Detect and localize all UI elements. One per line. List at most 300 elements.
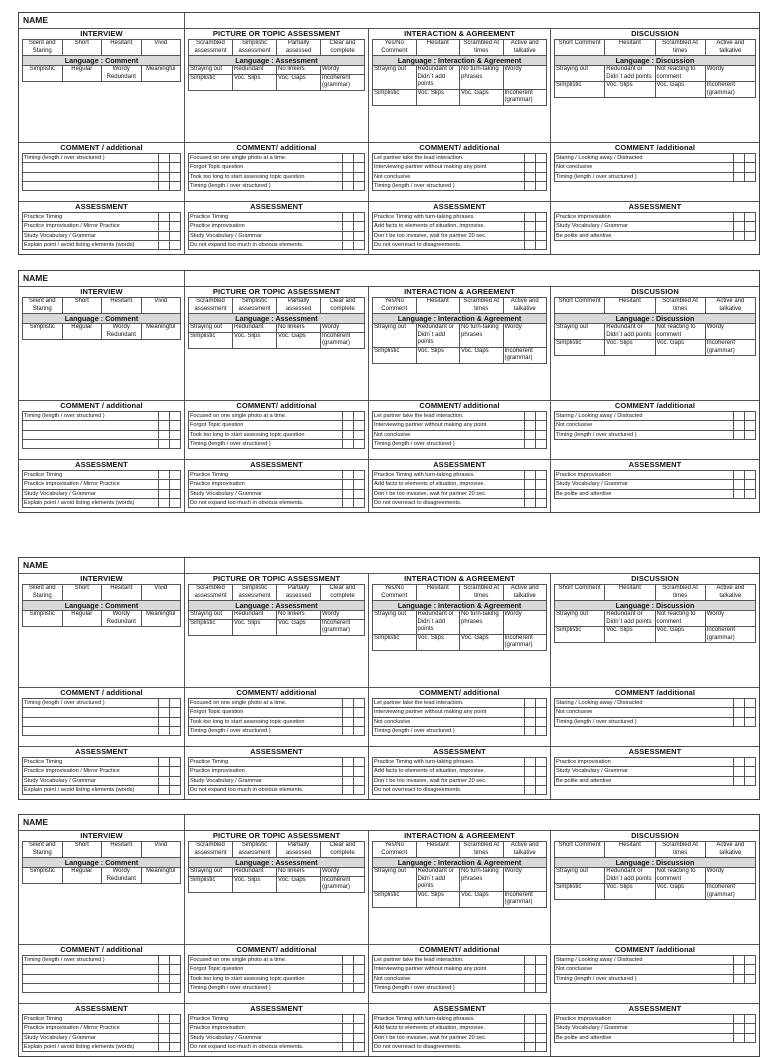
check-box[interactable] [354, 154, 365, 163]
rating-option[interactable]: Short [62, 40, 102, 56]
language-option[interactable]: Straying out [373, 868, 417, 892]
language-option[interactable]: Simplistic [23, 66, 63, 82]
rating-option[interactable]: Simplistic assessment [233, 842, 277, 858]
language-option[interactable]: Voc. Gaps [460, 347, 504, 363]
language-option[interactable]: Voc. Slips [605, 340, 655, 356]
language-option[interactable]: Redundant or Didn´t add points [605, 611, 655, 627]
check-box[interactable] [354, 726, 365, 735]
check-box[interactable] [343, 412, 354, 421]
check-box[interactable] [159, 471, 170, 480]
check-box[interactable] [170, 708, 181, 717]
check-box[interactable] [170, 758, 181, 767]
check-box[interactable] [159, 965, 170, 974]
language-option[interactable]: Wordy [503, 66, 547, 90]
language-option[interactable]: Redundant [233, 324, 277, 333]
language-option[interactable]: Straying out [189, 324, 233, 333]
check-box[interactable] [525, 1024, 536, 1033]
check-box[interactable] [159, 776, 170, 785]
check-box[interactable] [525, 974, 536, 983]
check-box[interactable] [536, 776, 547, 785]
language-option[interactable]: Redundant or Didn´t add points [416, 868, 460, 892]
check-box[interactable] [536, 231, 547, 240]
check-box[interactable] [170, 965, 181, 974]
rating-option[interactable]: Short Comment [555, 298, 605, 314]
check-box[interactable] [170, 767, 181, 776]
check-box[interactable] [734, 430, 745, 439]
check-box[interactable] [170, 471, 181, 480]
language-option[interactable]: Voc. Slips [605, 82, 655, 98]
check-box[interactable] [745, 708, 756, 717]
language-option[interactable]: Incoherent (grammar) [503, 891, 547, 907]
check-box[interactable] [354, 430, 365, 439]
check-box[interactable] [734, 231, 745, 240]
check-box[interactable] [745, 163, 756, 172]
language-option[interactable]: Incoherent (grammar) [705, 340, 755, 356]
rating-option[interactable]: Scrambled At times [460, 585, 504, 601]
language-option[interactable]: Redundant or Didn´t add points [416, 66, 460, 90]
check-box[interactable] [745, 1033, 756, 1042]
check-box[interactable] [745, 172, 756, 181]
check-box[interactable] [525, 776, 536, 785]
language-option[interactable]: Incoherent (grammar) [321, 876, 365, 892]
check-box[interactable] [734, 717, 745, 726]
check-box[interactable] [525, 439, 536, 448]
check-box[interactable] [170, 717, 181, 726]
language-option[interactable]: Incoherent (grammar) [503, 347, 547, 363]
check-box[interactable] [734, 956, 745, 965]
rating-option[interactable]: Silent and Staring [23, 298, 63, 314]
check-box[interactable] [734, 222, 745, 231]
language-option[interactable]: Wordy [503, 611, 547, 635]
check-box[interactable] [525, 231, 536, 240]
check-box[interactable] [159, 181, 170, 190]
language-option[interactable]: Redundant [233, 66, 277, 75]
language-option[interactable]: Straying out [189, 611, 233, 620]
check-box[interactable] [354, 439, 365, 448]
name-field[interactable] [185, 558, 759, 573]
rating-option[interactable]: Scrambled assessment [189, 40, 233, 56]
check-box[interactable] [536, 154, 547, 163]
language-option[interactable]: Simplistic [373, 891, 417, 907]
check-box[interactable] [525, 471, 536, 480]
language-option[interactable]: Straying out [555, 868, 605, 884]
check-box[interactable] [525, 726, 536, 735]
check-box[interactable] [525, 965, 536, 974]
rating-option[interactable]: Short Comment [555, 585, 605, 601]
language-option[interactable]: Simplistic [189, 619, 233, 635]
check-box[interactable] [525, 956, 536, 965]
rating-option[interactable]: Active and talkative [503, 40, 547, 56]
check-box[interactable] [159, 439, 170, 448]
check-box[interactable] [343, 776, 354, 785]
language-option[interactable]: Voc. Slips [416, 634, 460, 650]
check-box[interactable] [734, 480, 745, 489]
check-box[interactable] [354, 767, 365, 776]
check-box[interactable] [536, 1024, 547, 1033]
check-box[interactable] [170, 498, 181, 507]
language-option[interactable]: Incoherent (grammar) [321, 74, 365, 90]
rating-option[interactable]: Active and talkative [705, 842, 755, 858]
check-box[interactable] [536, 172, 547, 181]
rating-option[interactable]: Hesitant [102, 298, 142, 314]
check-box[interactable] [734, 471, 745, 480]
language-option[interactable]: Redundant or Didn´t add points [605, 868, 655, 884]
check-box[interactable] [745, 421, 756, 430]
check-box[interactable] [525, 163, 536, 172]
rating-option[interactable]: Scrambled At times [655, 40, 705, 56]
language-option[interactable]: No turn-taking phrases [460, 66, 504, 90]
check-box[interactable] [734, 1033, 745, 1042]
rating-option[interactable]: Clear and complete [321, 585, 365, 601]
check-box[interactable] [343, 489, 354, 498]
rating-option[interactable]: Active and talkative [705, 40, 755, 56]
check-box[interactable] [159, 767, 170, 776]
language-option[interactable]: Simplistic [23, 324, 63, 340]
rating-option[interactable]: Hesitant [605, 40, 655, 56]
check-box[interactable] [354, 717, 365, 726]
check-box[interactable] [343, 172, 354, 181]
language-option[interactable]: Meaningful [141, 324, 181, 340]
check-box[interactable] [170, 213, 181, 222]
language-option[interactable]: Redundant or Didn´t add points [416, 324, 460, 348]
check-box[interactable] [343, 1033, 354, 1042]
check-box[interactable] [354, 489, 365, 498]
language-option[interactable]: No linkers [277, 324, 321, 333]
language-option[interactable]: Incoherent (grammar) [503, 89, 547, 105]
check-box[interactable] [536, 974, 547, 983]
check-box[interactable] [159, 1033, 170, 1042]
check-box[interactable] [343, 699, 354, 708]
language-option[interactable]: Meaningful [141, 868, 181, 884]
check-box[interactable] [343, 785, 354, 794]
language-option[interactable]: Wordy Redundant [102, 66, 142, 82]
language-option[interactable]: Simplistic [555, 627, 605, 643]
rating-option[interactable]: Clear and complete [321, 40, 365, 56]
language-option[interactable]: Voc. Gaps [655, 627, 705, 643]
rating-option[interactable]: Hesitant [416, 585, 460, 601]
check-box[interactable] [354, 983, 365, 992]
check-box[interactable] [354, 1033, 365, 1042]
check-box[interactable] [354, 1042, 365, 1051]
rating-option[interactable]: Simplistic assessment [233, 585, 277, 601]
rating-option[interactable]: Hesitant [416, 842, 460, 858]
check-box[interactable] [525, 785, 536, 794]
check-box[interactable] [159, 240, 170, 249]
check-box[interactable] [354, 708, 365, 717]
check-box[interactable] [159, 758, 170, 767]
rating-option[interactable]: Yes/No Comment [373, 40, 417, 56]
language-option[interactable]: Not reacting to comment [655, 868, 705, 884]
check-box[interactable] [159, 726, 170, 735]
check-box[interactable] [745, 1015, 756, 1024]
check-box[interactable] [170, 439, 181, 448]
check-box[interactable] [734, 489, 745, 498]
rating-option[interactable]: Silent and Staring [23, 585, 63, 601]
check-box[interactable] [159, 974, 170, 983]
rating-option[interactable]: Hesitant [416, 298, 460, 314]
language-option[interactable]: Incoherent (grammar) [321, 332, 365, 348]
check-box[interactable] [525, 154, 536, 163]
check-box[interactable] [745, 974, 756, 983]
language-option[interactable]: No turn-taking phrases [460, 324, 504, 348]
check-box[interactable] [734, 154, 745, 163]
check-box[interactable] [159, 983, 170, 992]
check-box[interactable] [745, 471, 756, 480]
rating-option[interactable]: Partially assessed [277, 40, 321, 56]
rating-option[interactable]: Hesitant [416, 40, 460, 56]
language-option[interactable]: Simplistic [373, 347, 417, 363]
check-box[interactable] [170, 956, 181, 965]
check-box[interactable] [536, 222, 547, 231]
name-field[interactable] [185, 815, 759, 830]
check-box[interactable] [343, 471, 354, 480]
language-option[interactable]: Voc. Gaps [277, 619, 321, 635]
check-box[interactable] [343, 717, 354, 726]
language-option[interactable]: Wordy [503, 324, 547, 348]
rating-option[interactable]: Partially assessed [277, 585, 321, 601]
check-box[interactable] [525, 480, 536, 489]
check-box[interactable] [536, 758, 547, 767]
check-box[interactable] [734, 1015, 745, 1024]
check-box[interactable] [354, 213, 365, 222]
language-option[interactable]: Voc. Slips [233, 332, 277, 348]
check-box[interactable] [525, 222, 536, 231]
language-option[interactable]: Voc. Gaps [277, 876, 321, 892]
check-box[interactable] [536, 699, 547, 708]
check-box[interactable] [159, 708, 170, 717]
check-box[interactable] [170, 480, 181, 489]
check-box[interactable] [170, 231, 181, 240]
check-box[interactable] [354, 480, 365, 489]
check-box[interactable] [170, 776, 181, 785]
check-box[interactable] [354, 498, 365, 507]
language-option[interactable]: Straying out [555, 611, 605, 627]
rating-option[interactable]: Scrambled At times [655, 842, 705, 858]
language-option[interactable]: Simplistic [373, 634, 417, 650]
language-option[interactable]: Not reacting to comment [655, 611, 705, 627]
check-box[interactable] [536, 240, 547, 249]
language-option[interactable]: Voc. Slips [233, 619, 277, 635]
check-box[interactable] [343, 154, 354, 163]
language-option[interactable]: Voc. Gaps [460, 634, 504, 650]
check-box[interactable] [536, 181, 547, 190]
check-box[interactable] [343, 1024, 354, 1033]
check-box[interactable] [536, 708, 547, 717]
language-option[interactable]: Voc. Gaps [460, 89, 504, 105]
check-box[interactable] [745, 758, 756, 767]
language-option[interactable]: Voc. Gaps [655, 884, 705, 900]
check-box[interactable] [159, 213, 170, 222]
check-box[interactable] [734, 1024, 745, 1033]
language-option[interactable]: Simplistic [189, 332, 233, 348]
language-option[interactable]: Incoherent (grammar) [503, 634, 547, 650]
check-box[interactable] [745, 767, 756, 776]
check-box[interactable] [170, 154, 181, 163]
check-box[interactable] [734, 412, 745, 421]
rating-option[interactable]: Hesitant [102, 842, 142, 858]
rating-option[interactable]: Scrambled assessment [189, 842, 233, 858]
check-box[interactable] [354, 1024, 365, 1033]
language-option[interactable]: Wordy Redundant [102, 611, 142, 627]
check-box[interactable] [159, 1024, 170, 1033]
check-box[interactable] [354, 222, 365, 231]
check-box[interactable] [343, 708, 354, 717]
check-box[interactable] [170, 974, 181, 983]
check-box[interactable] [159, 222, 170, 231]
language-option[interactable]: Incoherent (grammar) [705, 884, 755, 900]
language-option[interactable]: No linkers [277, 611, 321, 620]
check-box[interactable] [745, 776, 756, 785]
language-option[interactable]: Regular [62, 324, 102, 340]
check-box[interactable] [354, 240, 365, 249]
check-box[interactable] [170, 412, 181, 421]
check-box[interactable] [343, 983, 354, 992]
language-option[interactable]: Voc. Gaps [277, 332, 321, 348]
check-box[interactable] [745, 965, 756, 974]
language-option[interactable]: Straying out [555, 324, 605, 340]
check-box[interactable] [159, 956, 170, 965]
check-box[interactable] [525, 412, 536, 421]
language-option[interactable]: Straying out [373, 324, 417, 348]
check-box[interactable] [734, 974, 745, 983]
rating-option[interactable]: Vivid [141, 585, 181, 601]
check-box[interactable] [525, 498, 536, 507]
check-box[interactable] [343, 231, 354, 240]
check-box[interactable] [354, 231, 365, 240]
language-option[interactable]: Incoherent (grammar) [321, 619, 365, 635]
rating-option[interactable]: Active and talkative [503, 842, 547, 858]
language-option[interactable]: Redundant [233, 611, 277, 620]
check-box[interactable] [536, 430, 547, 439]
rating-option[interactable]: Hesitant [605, 298, 655, 314]
check-box[interactable] [159, 717, 170, 726]
rating-option[interactable]: Scrambled At times [460, 298, 504, 314]
rating-option[interactable]: Short Comment [555, 40, 605, 56]
check-box[interactable] [170, 181, 181, 190]
language-option[interactable]: Wordy [321, 66, 365, 75]
check-box[interactable] [734, 776, 745, 785]
check-box[interactable] [343, 421, 354, 430]
check-box[interactable] [343, 240, 354, 249]
language-option[interactable]: Voc. Slips [416, 89, 460, 105]
check-box[interactable] [159, 699, 170, 708]
check-box[interactable] [354, 421, 365, 430]
check-box[interactable] [354, 181, 365, 190]
language-option[interactable]: Straying out [555, 66, 605, 82]
language-option[interactable]: Redundant or Didn´t add points [605, 66, 655, 82]
check-box[interactable] [354, 785, 365, 794]
language-option[interactable]: Voc. Slips [233, 876, 277, 892]
check-box[interactable] [343, 956, 354, 965]
rating-option[interactable]: Silent and Staring [23, 842, 63, 858]
name-field[interactable] [185, 271, 759, 286]
language-option[interactable]: Meaningful [141, 66, 181, 82]
check-box[interactable] [343, 974, 354, 983]
language-option[interactable]: Not reacting to comment [655, 66, 705, 82]
language-option[interactable]: Wordy [705, 868, 755, 884]
language-option[interactable]: Voc. Gaps [460, 891, 504, 907]
check-box[interactable] [745, 430, 756, 439]
check-box[interactable] [734, 767, 745, 776]
language-option[interactable]: No linkers [277, 66, 321, 75]
check-box[interactable] [536, 213, 547, 222]
check-box[interactable] [745, 222, 756, 231]
check-box[interactable] [745, 1024, 756, 1033]
check-box[interactable] [170, 240, 181, 249]
check-box[interactable] [536, 717, 547, 726]
check-box[interactable] [536, 471, 547, 480]
check-box[interactable] [525, 717, 536, 726]
check-box[interactable] [525, 421, 536, 430]
check-box[interactable] [525, 240, 536, 249]
check-box[interactable] [343, 430, 354, 439]
check-box[interactable] [734, 699, 745, 708]
check-box[interactable] [525, 699, 536, 708]
check-box[interactable] [354, 412, 365, 421]
check-box[interactable] [734, 421, 745, 430]
check-box[interactable] [734, 163, 745, 172]
language-option[interactable]: Voc. Gaps [655, 340, 705, 356]
language-option[interactable]: Simplistic [189, 74, 233, 90]
rating-option[interactable]: Hesitant [605, 842, 655, 858]
check-box[interactable] [734, 758, 745, 767]
check-box[interactable] [525, 983, 536, 992]
language-option[interactable]: Straying out [373, 611, 417, 635]
language-option[interactable]: Wordy [321, 324, 365, 333]
check-box[interactable] [170, 699, 181, 708]
check-box[interactable] [170, 1033, 181, 1042]
check-box[interactable] [170, 172, 181, 181]
check-box[interactable] [354, 471, 365, 480]
check-box[interactable] [525, 1033, 536, 1042]
check-box[interactable] [354, 776, 365, 785]
check-box[interactable] [170, 421, 181, 430]
check-box[interactable] [525, 489, 536, 498]
check-box[interactable] [343, 758, 354, 767]
rating-option[interactable]: Scrambled At times [460, 40, 504, 56]
check-box[interactable] [525, 172, 536, 181]
language-option[interactable]: Simplistic [555, 884, 605, 900]
check-box[interactable] [159, 1015, 170, 1024]
check-box[interactable] [170, 1015, 181, 1024]
check-box[interactable] [170, 785, 181, 794]
language-option[interactable]: Meaningful [141, 611, 181, 627]
language-option[interactable]: Simplistic [23, 611, 63, 627]
language-option[interactable]: Voc. Slips [416, 891, 460, 907]
language-option[interactable]: Not reacting to comment [655, 324, 705, 340]
rating-option[interactable]: Scrambled At times [655, 298, 705, 314]
check-box[interactable] [525, 1015, 536, 1024]
rating-option[interactable]: Yes/No Comment [373, 842, 417, 858]
check-box[interactable] [536, 1033, 547, 1042]
check-box[interactable] [343, 726, 354, 735]
check-box[interactable] [536, 965, 547, 974]
rating-option[interactable]: Simplistic assessment [233, 40, 277, 56]
rating-option[interactable]: Vivid [141, 40, 181, 56]
check-box[interactable] [745, 489, 756, 498]
check-box[interactable] [525, 213, 536, 222]
check-box[interactable] [745, 717, 756, 726]
language-option[interactable]: Simplistic [555, 340, 605, 356]
check-box[interactable] [536, 163, 547, 172]
language-option[interactable]: No turn-taking phrases [460, 868, 504, 892]
rating-option[interactable]: Active and talkative [705, 298, 755, 314]
rating-option[interactable]: Active and talkative [503, 298, 547, 314]
check-box[interactable] [536, 498, 547, 507]
language-option[interactable]: Wordy [705, 66, 755, 82]
language-option[interactable]: Wordy [321, 611, 365, 620]
language-option[interactable]: No linkers [277, 868, 321, 877]
